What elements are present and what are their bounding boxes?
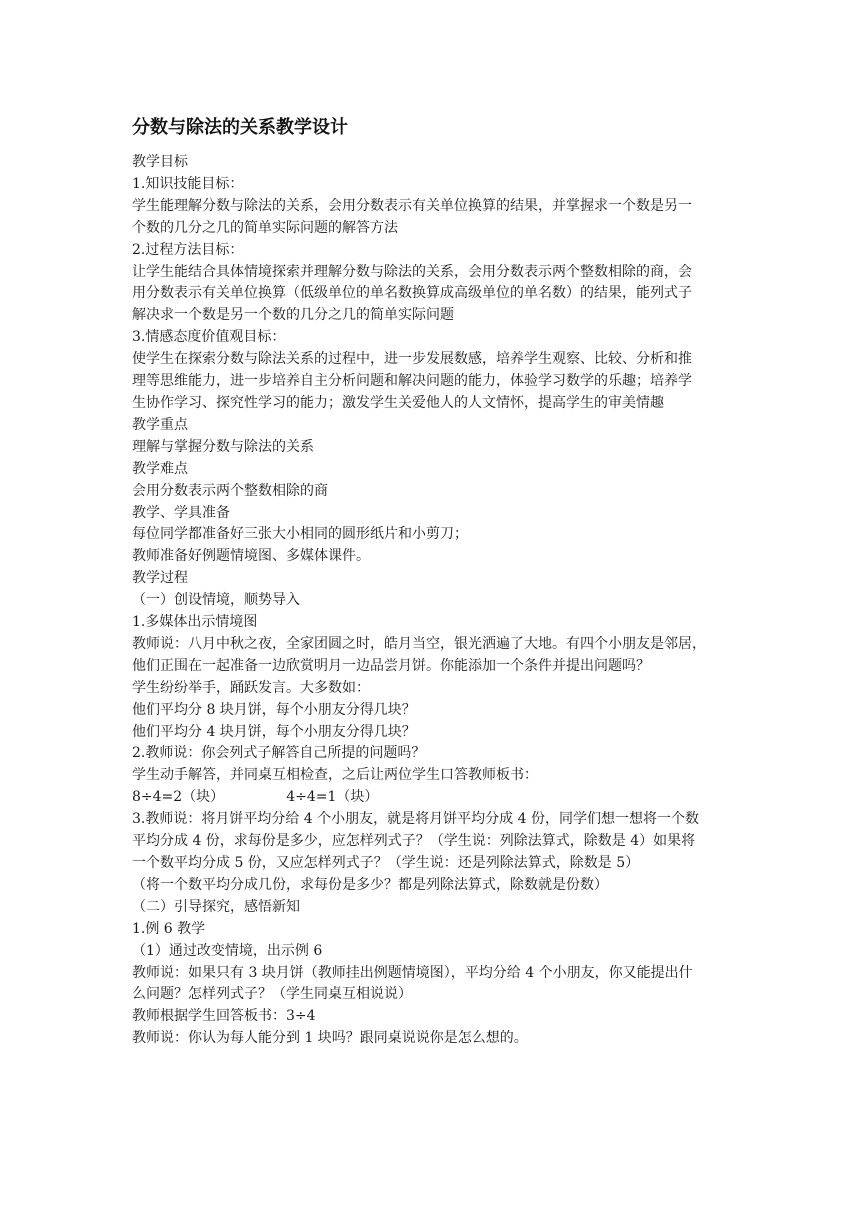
paragraph-line: （二）引导探究，感悟新知	[132, 898, 300, 915]
paragraph-line: 学生纷纷举手，踊跃发言。大多数如：	[132, 679, 370, 696]
paragraph-line: 理等思维能力，进一步培养自主分析问题和解决问题的能力，体验学习数学的乐趣；培养学	[132, 373, 692, 390]
paragraph-line: 2.教师说：你会列式子解答自己所提的问题吗？	[132, 745, 426, 762]
paragraph-line: 1.多媒体出示情境图	[132, 614, 258, 631]
paragraph-line: 他们平均分 4 块月饼，每个小朋友分得几块？	[132, 723, 416, 740]
equation-line	[132, 787, 732, 809]
paragraph-line: （1）通过改变情境，出示例 6	[132, 942, 323, 959]
paragraph-line: 他们平均分 8 块月饼，每个小朋友分得几块？	[132, 701, 416, 718]
paragraph-line: 个数的几分之几的简单实际问题的解答方法	[132, 219, 398, 236]
section-heading-preparation: 教学、学具准备	[132, 504, 230, 521]
paragraph-line: 解决求一个数是另一个数的几分之几的简单实际问题	[132, 307, 454, 324]
paragraph-line: （将一个数平均分成几份，求每份是多少？都是列除法算式，除数就是份数）	[132, 876, 608, 893]
section-heading-objectives: 教学目标	[132, 154, 188, 170]
paragraph-line: 学生动手解答，并同桌互相检查，之后让两位学生口答教师板书：	[132, 767, 538, 784]
paragraph-line: 用分数表示有关单位换算（低级单位的单名数换算成高级单位的单名数）的结果，能列式子	[132, 285, 692, 302]
equation-left: 8÷4=2（块）	[132, 789, 225, 806]
paragraph-line: 教师准备好例题情境图、多媒体课件。	[132, 548, 370, 565]
paragraph-line: 让学生能结合具体情境探索并理解分数与除法的关系，会用分数表示两个整数相除的商，会	[132, 263, 692, 280]
document-body	[132, 152, 732, 1050]
section-heading-difficulties: 教学难点	[132, 460, 188, 477]
document-title: 分数与除法的关系教学设计	[132, 117, 348, 138]
equation-right: 4÷4=1（块）	[286, 789, 379, 806]
paragraph-line: 教师说：如果只有 3 块月饼（教师挂出例题情境图），平均分给 4 个小朋友，你又能提出什	[132, 964, 693, 981]
section-heading-key-points: 教学重点	[132, 416, 188, 433]
paragraph-line: 么问题？怎样列式子？（学生同桌互相说说）	[132, 986, 412, 1003]
paragraph-line: 平均分成 4 份，求每份是多少，应怎样列式子？（学生说：列除法算式，除数是 4）如果将	[132, 833, 696, 850]
paragraph-line: 理解与掌握分数与除法的关系	[132, 438, 314, 455]
paragraph-line: 学生能理解分数与除法的关系，会用分数表示有关单位换算的结果，并掌握求一个数是另一	[132, 197, 692, 214]
section-heading-process: 教学过程	[132, 570, 188, 587]
paragraph-line: 生协作学习、探究性学习的能力；激发学生关爱他人的人文情怀，提高学生的审美情趣	[132, 394, 664, 411]
paragraph-line: 教师说：八月中秋之夜，全家团圆之时，皓月当空，银光洒遍了大地。有四个小朋友是邻居，	[132, 635, 706, 652]
paragraph-line: （一）创设情境，顺势导入	[132, 592, 300, 609]
paragraph-line: 3.教师说：将月饼平均分给 4 个小朋友，就是将月饼平均分成 4 份，同学们想一想将一个数	[132, 811, 699, 828]
paragraph-line: 每位同学都准备好三张大小相同的圆形纸片和小剪刀；	[132, 526, 468, 543]
paragraph-line: 3.情感态度价值观目标：	[132, 329, 286, 346]
paragraph-line: 他们正围在一起准备一边欣赏明月一边品尝月饼。你能添加一个条件并提出问题吗？	[132, 657, 650, 674]
paragraph-line: 1.知识技能目标：	[132, 175, 244, 192]
paragraph-line: 使学生在探索分数与除法关系的过程中，进一步发展数感，培养学生观察、比较、分析和推	[132, 351, 692, 368]
paragraph-line: 1.例 6 教学	[132, 920, 206, 937]
paragraph-line: 2.过程方法目标：	[132, 241, 244, 258]
paragraph-line: 会用分数表示两个整数相除的商	[132, 482, 328, 499]
paragraph-line: 教师说：你认为每人能分到 1 块吗？跟同桌说说你是怎么想的。	[132, 1030, 528, 1047]
paragraph-line: 一个数平均分成 5 份，又应怎样列式子？（学生说：还是列除法算式，除数是 5）	[132, 855, 640, 871]
paragraph-line: 教师根据学生回答板书：3÷4	[132, 1008, 316, 1025]
